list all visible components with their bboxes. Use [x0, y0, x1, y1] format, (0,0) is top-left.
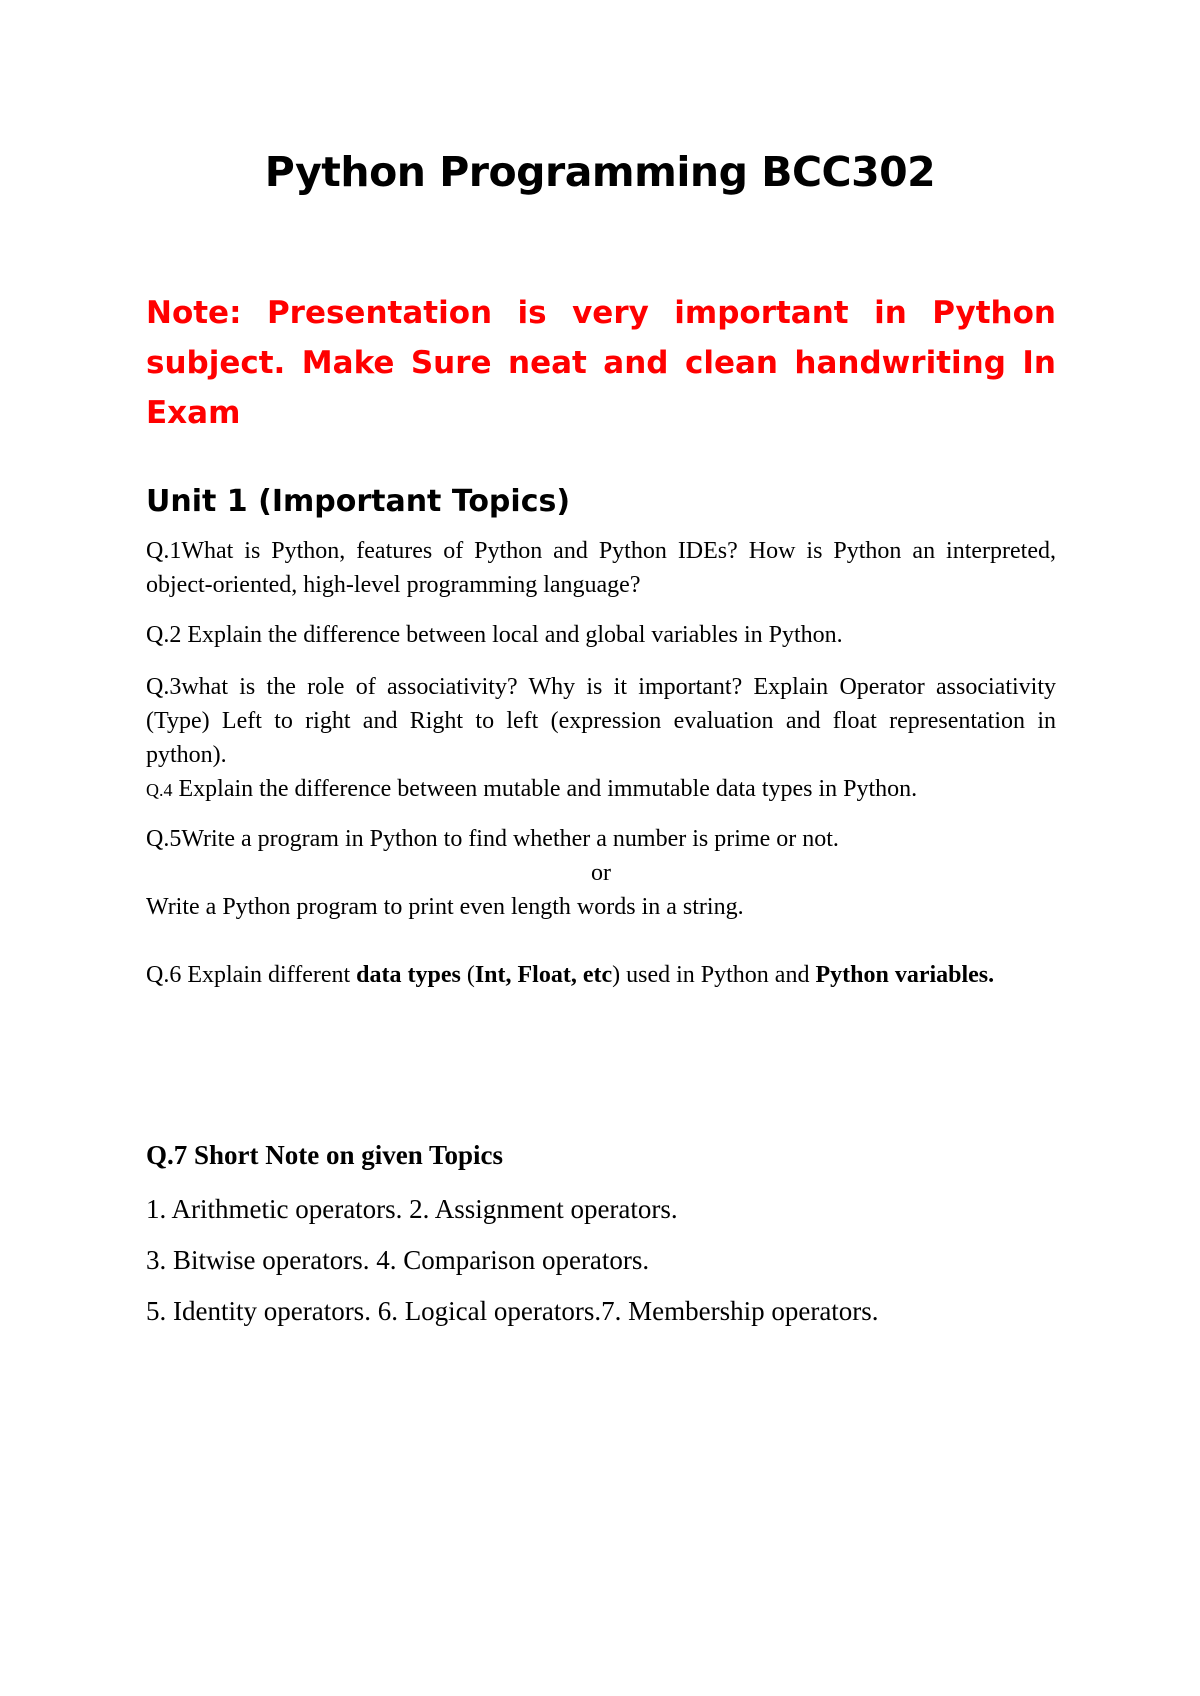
question-5	[146, 822, 1056, 924]
question-6-bold-1: data types	[356, 962, 461, 988]
question-2: Q.2 Explain the difference between local and global variables in Python.	[146, 622, 843, 648]
question-4-number: Q.4	[146, 780, 173, 800]
note-text: Note: Presentation is very important in Python subject. Make Sure neat and clean handwriting In Exam	[146, 295, 1056, 431]
document-title: Python Programming BCC302	[264, 148, 936, 196]
topic-line-1: 1. Arithmetic operators. 2. Assignment operators.	[146, 1194, 678, 1224]
question-4	[146, 772, 1056, 807]
question-7-heading: Q.7 Short Note on given Topics	[146, 1140, 504, 1170]
question-6-part-3: ) used in Python and	[612, 962, 816, 988]
question-6-bold-3: Python variables.	[815, 962, 995, 988]
question-1: Q.1What is Python, features of Python and Python IDEs? How is Python an interpreted, object-oriented, high-level programming language?	[146, 538, 1056, 598]
question-5-or: or	[591, 860, 611, 886]
question-6-bold-2: Int, Float, etc	[474, 962, 613, 988]
question-5-line-2: Write a Python program to print even length words in a string.	[146, 894, 744, 920]
question-6	[146, 958, 1056, 992]
question-4-text: Explain the difference between mutable and immutable data types in Python.	[172, 776, 918, 802]
unit-heading: Unit 1 (Important Topics)	[146, 484, 571, 519]
question-6-part-2: (	[460, 962, 475, 988]
question-5-line-1: Q.5Write a program in Python to find whether a number is prime or not.	[146, 826, 839, 852]
topic-line-3: 5. Identity operators. 6. Logical operators.7. Membership operators.	[146, 1296, 879, 1326]
topic-line-2: 3. Bitwise operators. 4. Comparison operators.	[146, 1245, 650, 1275]
question-3: Q.3what is the role of associativity? Why is it important? Explain Operator associativity (Type) Left to right and Right to left (expression evaluation and float representation in python).	[146, 674, 1056, 768]
question-6-part-1: Q.6 Explain different	[146, 962, 357, 988]
